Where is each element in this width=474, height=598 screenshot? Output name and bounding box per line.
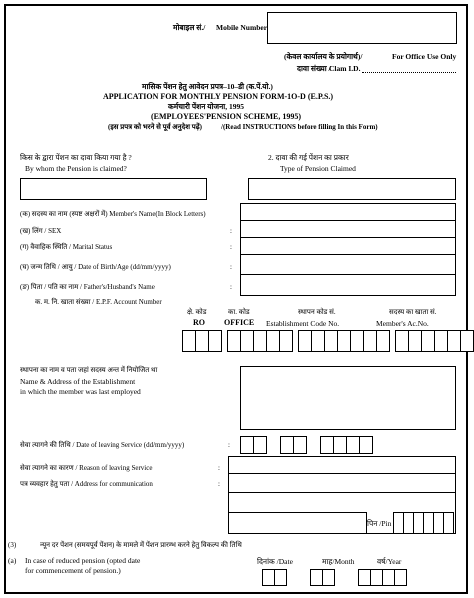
claim-id-field[interactable] — [362, 72, 456, 73]
claimant-question: By whom the Pension is claimed? — [25, 164, 127, 173]
row-divider — [228, 512, 366, 513]
epf-digit-cell[interactable] — [195, 330, 209, 352]
epf-digit-cell[interactable] — [447, 330, 461, 352]
epf-digit-cell[interactable] — [253, 330, 267, 352]
ro-code-label: RO — [193, 318, 205, 327]
dob-label: (घ) जन्म तिथि / आयु / Date of Birth/Age (dd/mm/yyyy) — [20, 263, 171, 271]
epf-digit-cell[interactable] — [266, 330, 280, 352]
leaving-date-digit-cell[interactable] — [333, 436, 347, 454]
leaving-date-digit-cell[interactable] — [346, 436, 360, 454]
claimant-question-hindi: किस के द्वारा पेंशन का दावा किया गया है ? — [20, 153, 132, 162]
establishment-address-field[interactable] — [240, 366, 456, 430]
epf-account-label: क. म. नि. खाता संख्या / E.P.F. Account Number — [35, 298, 162, 306]
option-date-digit-cell[interactable] — [274, 569, 287, 586]
office-use-hindi: (केवल कार्यालय के प्रयोगार्थ)/ — [284, 52, 363, 61]
epf-digit-cell[interactable] — [408, 330, 422, 352]
mobile-label: Mobile Number — [216, 23, 268, 32]
instructions-note: /(Read INSTRUCTIONS before filling In this Form) — [221, 123, 378, 131]
section-number: (3) — [8, 541, 17, 549]
month-label: माह/Month — [322, 557, 355, 566]
epf-digit-cell[interactable] — [182, 330, 196, 352]
leaving-reason-colon: : — [218, 464, 220, 472]
claim-id-hindi: दावा संख्या / — [297, 64, 331, 73]
leaving-date-digit-cell[interactable] — [280, 436, 294, 454]
member-name-field[interactable] — [241, 204, 455, 219]
leaving-date-digit-cell[interactable] — [240, 436, 254, 454]
reduced-pension-hindi: न्यून दर पेंशन (समयपूर्व पेंशन) के मामले में पेंशन प्रारम्भ करने हेतु विकल्प की तिथि — [40, 541, 242, 549]
father-husband-label: (ङ) पिता / पति का नाम / Father's/Husband's Name — [20, 283, 155, 291]
establishment-hindi: स्थापना का नाम व पता जहां सदस्य अन्त में नियोजित था — [20, 366, 158, 374]
mobile-number-field[interactable] — [267, 12, 457, 44]
epf-digit-cell[interactable] — [298, 330, 312, 352]
form-title: APPLICATION FOR MONTHLY PENSION FORM-1O-D (E.P.S.) — [103, 92, 334, 101]
epf-digit-cell[interactable] — [324, 330, 338, 352]
establishment-label: Name & Address of the Establishment — [20, 377, 136, 386]
father-husband-field[interactable] — [241, 275, 455, 295]
epf-digit-cell[interactable] — [337, 330, 351, 352]
epf-digit-cell[interactable] — [363, 330, 377, 352]
dob-colon: : — [230, 263, 232, 271]
establishment-code-label: Establishment Code No. — [266, 319, 340, 328]
epf-digit-cell[interactable] — [240, 330, 254, 352]
claim-id-label: Clam I.D. — [329, 64, 361, 73]
father-husband-colon: : — [230, 283, 232, 291]
year-label: वर्ष/Year — [377, 557, 402, 566]
claimant-field[interactable] — [20, 178, 207, 200]
pension-type-hindi: 2. दावा की गई पेंशन का प्रकार — [268, 153, 349, 162]
pin-digit-cell[interactable] — [443, 512, 454, 534]
option-date-digit-cell[interactable] — [322, 569, 335, 586]
epf-digit-cell[interactable] — [311, 330, 325, 352]
leaving-date-digit-cell[interactable] — [320, 436, 334, 454]
instructions-hindi: (इस प्रपत्र को भरने से पूर्व अनुदेश पढ़ें) — [108, 123, 202, 131]
office-code-label: OFFICE — [224, 318, 255, 327]
address-field[interactable] — [229, 474, 455, 511]
option-date-digit-cell[interactable] — [394, 569, 407, 586]
epf-digit-cell[interactable] — [279, 330, 293, 352]
establishment-label-line2: in which the member was last employed — [20, 387, 141, 396]
establishment-code-hindi: स्थापन कोड सं. — [298, 308, 336, 316]
dob-field[interactable] — [241, 255, 455, 273]
pin-label: पिन /Pin — [367, 519, 392, 528]
office-use-label: For Office Use Only — [392, 52, 457, 61]
leaving-date-colon: : — [228, 441, 230, 449]
ro-code-hindi: क्षे. कोड — [187, 308, 207, 316]
epf-digit-cell[interactable] — [376, 330, 390, 352]
epf-digit-cell[interactable] — [421, 330, 435, 352]
pension-type-field[interactable] — [248, 178, 456, 200]
leaving-date-digit-cell[interactable] — [293, 436, 307, 454]
leaving-date-digit-cell[interactable] — [359, 436, 373, 454]
leaving-date-digit-cell[interactable] — [253, 436, 267, 454]
epf-digit-cell[interactable] — [208, 330, 222, 352]
scheme-hindi: कर्मचारी पेंशन योजना, 1995 — [168, 102, 244, 111]
member-account-hindi: सदस्य का खाता सं. — [389, 308, 437, 316]
epf-digit-cell[interactable] — [434, 330, 448, 352]
marital-status-colon: : — [230, 243, 232, 251]
member-name-label: (क) सदस्य का नाम (स्पष्ट अक्षरों में) Member's Name(In Block Letters) — [20, 210, 206, 218]
member-account-label: Member's Ac.No. — [376, 319, 429, 328]
address-label: पत्र व्यवहार हेतु पता / Address for communication — [20, 480, 153, 488]
leaving-reason-field[interactable] — [229, 457, 455, 472]
reduced-pension-label-line2: for commencement of pension.) — [25, 566, 121, 575]
pension-type-label: Type of Pension Claimed — [280, 164, 356, 173]
marital-status-label: (ग) वैवाहिक स्थिति / Marital Status — [20, 243, 113, 251]
form-title-hindi: मासिक पेंशन हेतु आवेदन प्रपत्र–10–डी (क.पें.यो.) — [142, 82, 273, 91]
mobile-label-hindi: मोबाइल सं./ — [173, 23, 206, 32]
leaving-reason-label: सेवा त्यागने का कारण / Reason of leaving Service — [20, 464, 153, 472]
date-label: दिनांक /Date — [257, 557, 293, 566]
reduced-pension-label: In case of reduced pension (opted date — [25, 556, 141, 565]
address-colon: : — [218, 480, 220, 488]
sex-field[interactable] — [241, 221, 455, 236]
sex-label: (ख) लिंग / SEX — [20, 227, 62, 235]
scheme-name: (EMPLOYEES'PENSION SCHEME, 1995) — [151, 112, 302, 121]
epf-digit-cell[interactable] — [460, 330, 474, 352]
epf-digit-cell[interactable] — [350, 330, 364, 352]
epf-digit-cell[interactable] — [395, 330, 409, 352]
leaving-date-label: सेवा त्यागने की तिथि / Date of leaving Service (dd/mm/yyyy) — [20, 441, 185, 449]
epf-digit-cell[interactable] — [227, 330, 241, 352]
office-code-hindi: का. कोड — [228, 308, 250, 316]
subsection-a: (a) — [8, 556, 17, 565]
marital-status-field[interactable] — [241, 238, 455, 253]
sex-colon: : — [230, 227, 232, 235]
